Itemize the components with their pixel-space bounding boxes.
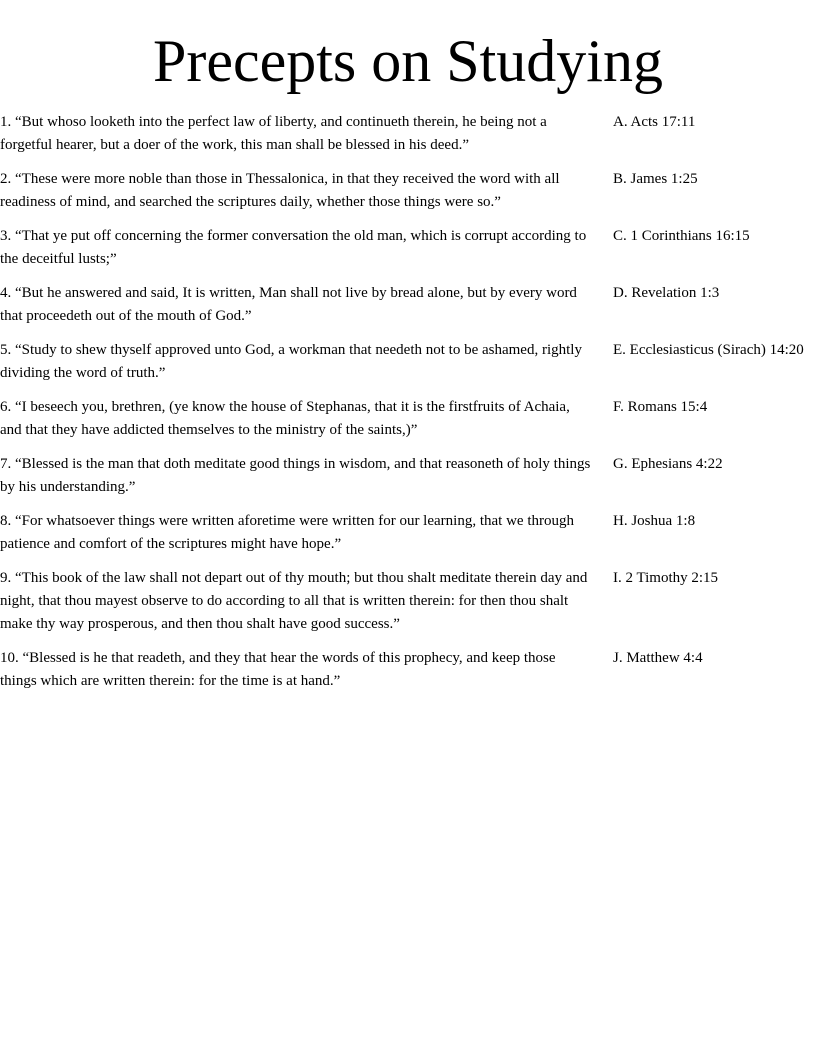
scripture-quote-2: 2. “These were more noble than those in Thessalonica, in that they received the word with all readiness of mind, and searched the scriptures daily, whether those things were so.” bbox=[0, 171, 560, 210]
reference-option-i: I. 2 Timothy 2:15 bbox=[613, 570, 719, 586]
matching-row-3 bbox=[0, 225, 816, 271]
reference-option-e: E. Ecclesiasticus (Sirach) 14:20 bbox=[613, 342, 804, 358]
reference-option-c: C. 1 Corinthians 16:15 bbox=[613, 228, 750, 244]
reference-option-j: J. Matthew 4:4 bbox=[613, 650, 703, 666]
matching-row-10 bbox=[0, 647, 816, 693]
reference-option-g: G. Ephesians 4:22 bbox=[613, 456, 723, 472]
scripture-quote-6: 6. “I beseech you, brethren, (ye know the house of Stephanas, that it is the firstfruits of Achaia, and that they have addicted themselves to the ministry of the saints,)” bbox=[0, 399, 570, 438]
matching-row-4 bbox=[0, 282, 816, 328]
scripture-quote-4: 4. “But he answered and said, It is written, Man shall not live by bread alone, but by every word that proceedeth out of the mouth of God.” bbox=[0, 285, 577, 324]
scripture-quote-8: 8. “For whatsoever things were written aforetime were written for our learning, that we through patience and comfort of the scriptures might have hope.” bbox=[0, 513, 574, 552]
matching-row-9 bbox=[0, 567, 816, 636]
reference-option-h: H. Joshua 1:8 bbox=[613, 513, 696, 529]
reference-option-b: B. James 1:25 bbox=[613, 171, 698, 187]
matching-row-8 bbox=[0, 510, 816, 556]
scripture-quote-9: 9. “This book of the law shall not depart out of thy mouth; but thou shalt meditate therein day and night, that thou mayest observe to do according to all that is written therein: for then thou shalt make thy way prosperous, and then thou shalt have good success.” bbox=[0, 570, 588, 632]
matching-row-6 bbox=[0, 396, 816, 442]
scripture-quote-3: 3. “That ye put off concerning the former conversation the old man, which is corrupt according to the deceitful lusts;” bbox=[0, 228, 587, 267]
reference-option-f: F. Romans 15:4 bbox=[613, 399, 708, 415]
reference-option-a: A. Acts 17:11 bbox=[613, 114, 696, 130]
scripture-quote-7: 7. “Blessed is the man that doth meditate good things in wisdom, and that reasoneth of holy things by his understanding.” bbox=[0, 456, 591, 495]
reference-option-d: D. Revelation 1:3 bbox=[613, 285, 720, 301]
matching-list bbox=[0, 111, 816, 704]
matching-row-1 bbox=[0, 111, 816, 157]
matching-row-2 bbox=[0, 168, 816, 214]
scripture-quote-10: 10. “Blessed is he that readeth, and they that hear the words of this prophecy, and keep those things which are written therein: for the time is at hand.” bbox=[0, 650, 556, 689]
matching-row-7 bbox=[0, 453, 816, 499]
scripture-quote-1: 1. “But whoso looketh into the perfect law of liberty, and continueth therein, he being not a forgetful hearer, but a doer of the work, this man shall be blessed in his deed.” bbox=[0, 114, 547, 153]
scripture-quote-5: 5. “Study to shew thyself approved unto God, a workman that needeth not to be ashamed, rightly dividing the word of truth.” bbox=[0, 342, 582, 381]
page-title: Precepts on Studying bbox=[153, 28, 663, 94]
matching-row-5 bbox=[0, 339, 816, 385]
